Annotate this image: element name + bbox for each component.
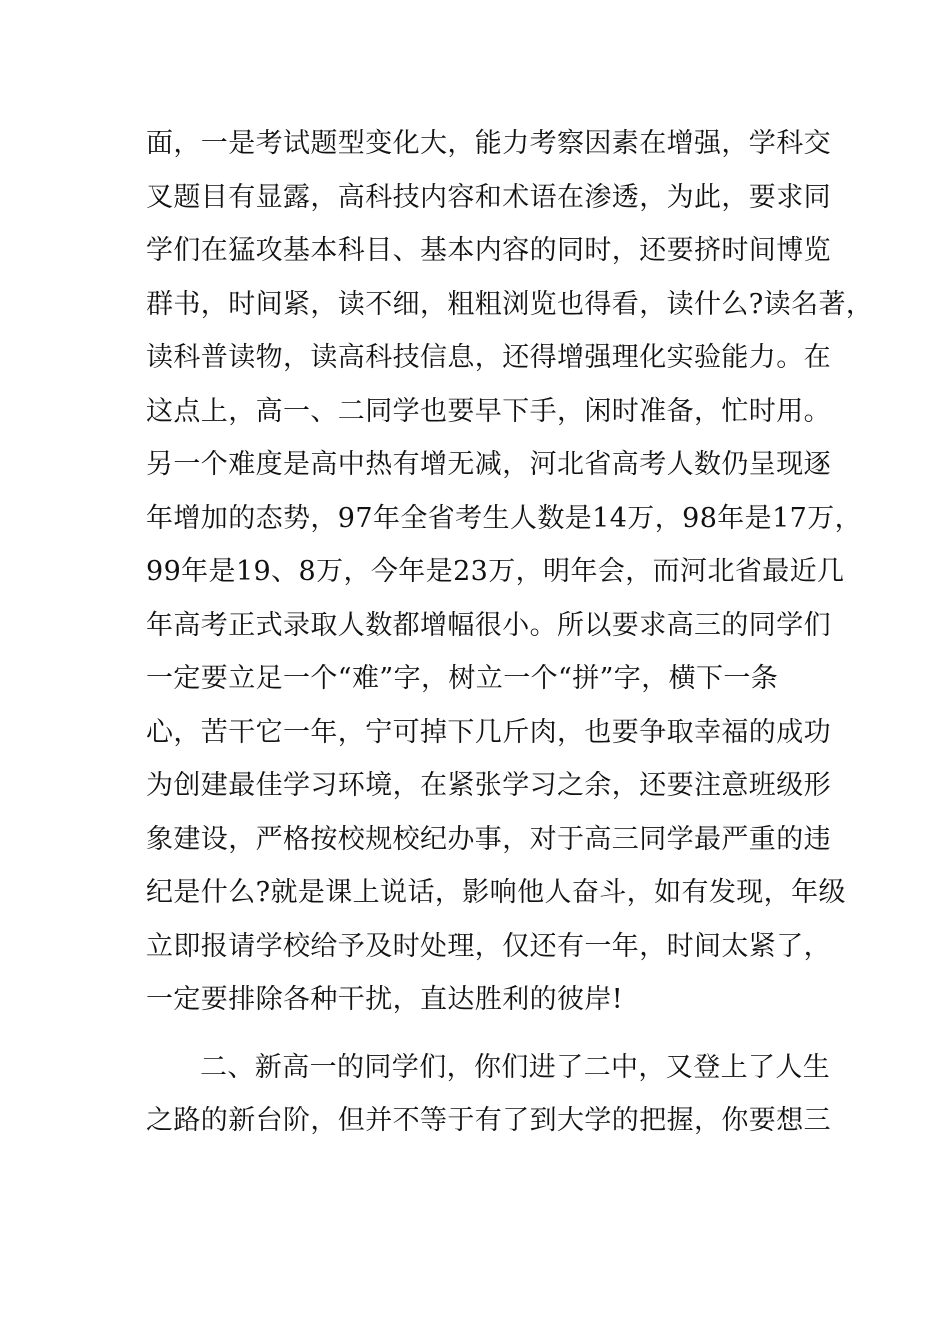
document-body <box>146 117 874 1148</box>
text-line: 年增加的态势，97年全省考生人数是14万，98年是17万， <box>146 502 863 534</box>
text-line: 之路的新台阶，但并不等于有了到大学的把握，你要想三 <box>146 1105 831 1136</box>
text-line: 叉题目有显露，高科技内容和术语在渗透，为此，要求同 <box>146 181 831 213</box>
text-line: 另一个难度是高中热有增无减，河北省高考人数仍呈现逐 <box>146 449 831 480</box>
text-line: 象建设，严格按校规校纪办事，对于高三同学最严重的违 <box>146 823 831 855</box>
text-line: 群书，时间紧，读不细，粗粗浏览也得看，读什么?读名著， <box>146 288 874 320</box>
text-line: 立即报请学校给予及时处理，仅还有一年，时间太紧了， <box>146 930 831 962</box>
text-line: 学们在猛攻基本科目、基本内容的同时，还要挤时间博览 <box>146 235 831 266</box>
text-line: 年高考正式录取人数都增幅很小。所以要求高三的同学们 <box>146 609 831 641</box>
text-line: 一定要排除各种干扰，直达胜利的彼岸! <box>146 984 624 1015</box>
text-line: 为创建最佳学习环境，在紧张学习之余，还要注意班级形 <box>146 770 831 801</box>
paragraph-spacer <box>146 1027 826 1041</box>
text-line: 读科普读物，读高科技信息，还得增强理化实验能力。在 <box>146 342 831 373</box>
paragraph-1 <box>146 117 874 1027</box>
text-line: 二、新高一的同学们，你们进了二中，又登上了人生 <box>200 1051 831 1083</box>
text-line: 99年是19、8万，今年是23万，明年会，而河北省最近几 <box>146 556 845 587</box>
text-line: 这点上，高一、二同学也要早下手，闲时准备，忙时用。 <box>146 395 831 427</box>
paragraph-2 <box>146 1041 831 1148</box>
text-line: 一定要立足一个“难”字，树立一个“拼”字，横下一条 <box>146 663 779 694</box>
text-line: 纪是什么?就是课上说话，影响他人奋斗，如有发现，年级 <box>146 877 846 908</box>
text-line: 心，苦干它一年，宁可掉下几斤肉，也要争取幸福的成功 <box>146 716 831 748</box>
text-line: 面，一是考试题型变化大，能力考察因素在增强，学科交 <box>146 128 831 159</box>
